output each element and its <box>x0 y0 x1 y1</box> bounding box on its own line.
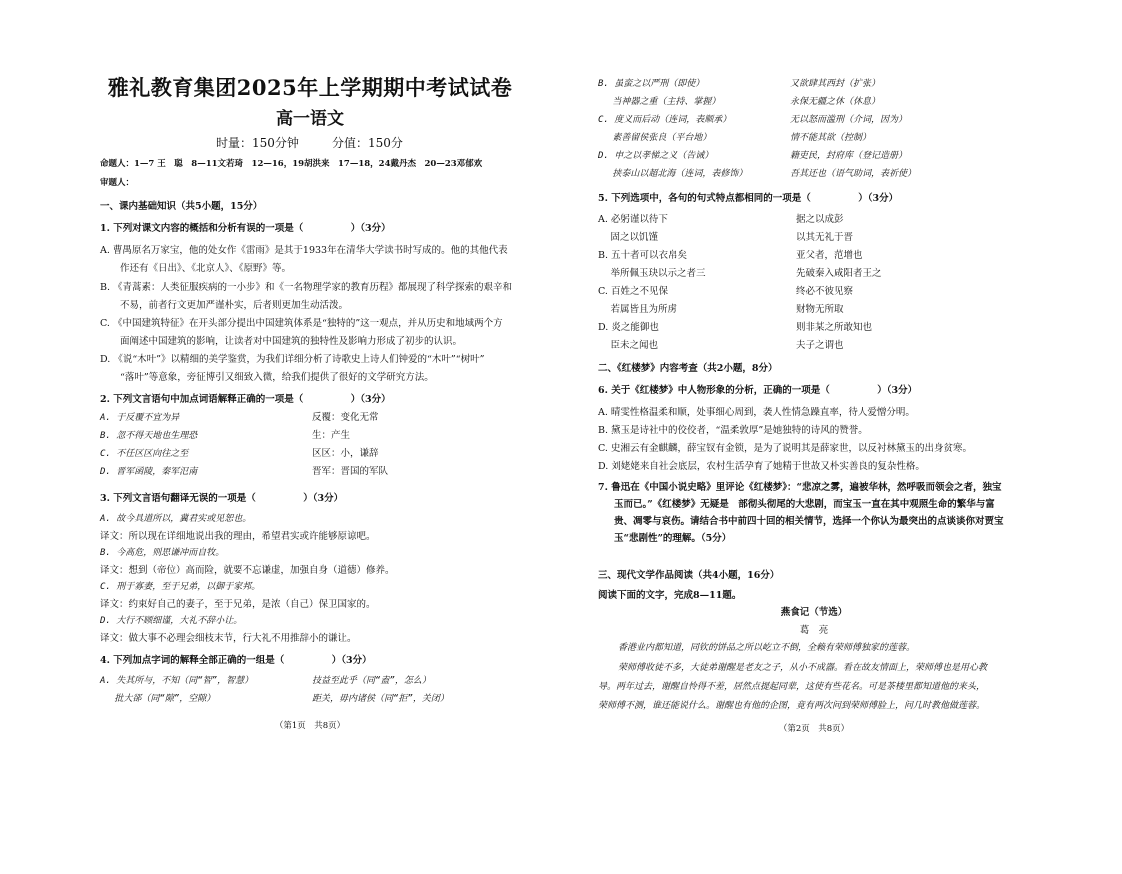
q5-option-c-1: C. 百姓之不见保 <box>598 286 668 297</box>
q5-stem: 5. 下列选项中，各句的句式特点都相同的一项是（ ）（3分） <box>598 193 899 204</box>
q5-option-d-2: 臣未之闻也 <box>598 340 659 351</box>
q2-option-d-meaning: 晋军：晋国的军队 <box>312 466 389 477</box>
q5-option-b-1-right: 亚父者，范增也 <box>796 250 863 261</box>
q3-option-d-translation: 译文：做大事不必理会细枝末节，行大礼不用推辞小的谦让。 <box>100 633 357 644</box>
q4-option-a-2: 批大郤（同“隙”，空隙） <box>100 694 216 704</box>
q4-option-a-1: A. 失其所与，不知（同“智”，智慧） <box>100 676 254 686</box>
q1-option-a: A. 曹禺原名万家宝，他的处女作《雷雨》是其于1933年在清华大学读书时写成的。他的其他代表 <box>100 245 508 256</box>
q4-option-b-1-right: 又欲肆其西封（扩张） <box>790 79 881 89</box>
q4-option-d-1: D. 申之以孝悌之义（告诫） <box>598 151 714 161</box>
essay-title: 燕食记（节选） <box>780 607 848 618</box>
section-1-heading: 一、课内基础知识（共5小题，15分） <box>100 201 263 212</box>
q3-option-b-translation: 译文：想到（帝位）高而险，就要不忘谦虚，加强自身（道德）修养。 <box>100 565 395 576</box>
q3-option-b: B. 今高危，则思谦冲而自牧。 <box>100 548 225 558</box>
q1-option-c-cont: 面阐述中国建筑的影响，让读者对中国建筑的独特性及影响力形成了初步的认识。 <box>120 336 463 347</box>
q2-option-a-meaning: 反覆：变化无常 <box>312 412 379 423</box>
essay-paragraph-2-line-2: 导。两年过去，谢醒自怜得不差，居然点提起同辈，这使有些花名。可是茶楼里都知道他的来头， <box>598 682 986 692</box>
essay-author: 葛 亮 <box>799 625 829 636</box>
q3-option-a: A. 故今具道所以，冀君实或见恕也。 <box>100 514 252 524</box>
q2-option-c: C. 不任区区向往之至 <box>100 449 189 459</box>
q3-option-c: C. 刑于寡妻，至于兄弟，以御于家邦。 <box>100 582 261 592</box>
q6-option-d: D. 刘姥姥来自社会底层，农村生活孕育了她精于世故又朴实善良的复杂性格。 <box>598 461 925 472</box>
q3-option-d: D. 大行不顾细谨，大礼不辞小让。 <box>100 616 243 626</box>
q2-option-c-meaning: 区区：小，谦辞 <box>312 448 379 459</box>
essay-paragraph-2-line-3: 荣师傅不测，谁还能说什么。谢醒也有他的企图，竟有两次问到荣师傅脸上，问几时教他做莲蓉。 <box>598 701 986 711</box>
q1-stem: 1. 下列对课文内容的概括和分析有误的一项是（ ）（3分） <box>100 223 391 234</box>
q4-option-a-2-right: 距关，毋内诸侯（同“拒”，关闭） <box>312 694 449 704</box>
exam-score: 分值：150分 <box>332 136 403 150</box>
q1-option-d: D. 《说“木叶”》以精细的美学鉴赏，为我们详细分析了诗歌史上诗人们钟爱的“木叶”“树叶” <box>100 354 485 365</box>
essay-paragraph-1: 香港业内都知道，同钦的饼品之所以屹立不倒，全赖有荣师傅独家的莲蓉。 <box>618 643 916 653</box>
exam-time: 时量：150分钟 <box>216 136 299 150</box>
q5-option-c-2-right: 财物无所取 <box>796 304 844 315</box>
q4-option-b-2: 当神器之重（主持、掌握） <box>598 97 721 107</box>
q4-option-a-1-right: 技益至此乎（同“盍”，怎么） <box>312 676 431 686</box>
q2-option-d: D. 晋军函陵，秦军氾南 <box>100 467 198 477</box>
reading-intro: 阅读下面的文字，完成8—11题。 <box>598 590 742 601</box>
q5-option-c-2: 若属皆且为所虏 <box>598 304 678 315</box>
q5-option-a-2: 固之以饥馑 <box>598 232 659 243</box>
q5-option-a-2-right: 以其无礼于晋 <box>796 232 854 243</box>
q5-option-d-1-right: 则非某之所敢知也 <box>796 322 873 333</box>
essay-paragraph-2-line-1: 荣师傅收徒不多，大徒弟谢醒是老友之子，从小不成器。看在故友情面上，荣师傅也是用心教 <box>618 663 988 673</box>
q3-stem: 3. 下列文言语句翻译无误的一项是（ ）（3分） <box>100 493 344 504</box>
q7-line-2: 玉而已。”《红楼梦》无疑是 部彻头彻尾的大悲剧，而宝玉一直在其中观照生命的繁华与富 <box>614 499 995 510</box>
q7-line-1: 7. 鲁迅在《中国小说史略》里评论《红楼梦》：“悲凉之雾，遍被华林，然呼吸而领会之者，独宝 <box>598 482 1002 493</box>
q1-option-a-cont: 作还有《日出》、《北京人》、《原野》等。 <box>120 263 292 274</box>
q1-option-d-cont: “落叶”等意象，旁征博引又细致入微，给我们提供了很好的文学研究方法。 <box>120 372 434 383</box>
q6-option-a: A. 晴雯性格温柔和顺，处事细心周到，袭人性情急躁直率，待人爱憎分明。 <box>598 407 915 418</box>
q5-option-b-2-right: 先破秦入咸阳者王之 <box>796 268 882 279</box>
q4-option-b-2-right: 永保无疆之休（休息） <box>790 97 881 107</box>
q4-option-d-2: 挟泰山以超北海（连词，表修饰） <box>598 169 748 179</box>
q4-stem: 4. 下列加点字词的解释全部正确的一组是（ ）（3分） <box>100 655 372 666</box>
page-number-left: （第1页 共8页） <box>274 721 346 731</box>
q5-option-b-1: B. 五十者可以衣帛矣 <box>598 250 688 261</box>
q1-option-b-cont: 不易，前者行文更加严谨朴实，后者则更加生动活泼。 <box>120 300 349 311</box>
q5-option-a-1: A. 必躬谨以待下 <box>598 214 668 225</box>
section-2-heading: 二、《红楼梦》内容考查（共2小题，8分） <box>598 363 778 374</box>
q5-option-a-1-right: 据之以成彭 <box>796 214 844 225</box>
q4-option-d-1-right: 籍吏民，封府库（登记造册） <box>790 151 908 161</box>
q7-line-3: 贵、凋零与哀伤。请结合书中前四十回的相关情节，选择一个你认为最突出的点谈谈你对贾宝 <box>614 516 1004 527</box>
q4-option-c-1-right: 无以怒而滥刑（介词，因为） <box>790 115 908 125</box>
q1-option-b: B. 《青蒿素：人类征服疾病的一小步》和《一名物理学家的教育历程》都展现了科学探索的艰辛和 <box>100 282 513 293</box>
q4-option-b-1: B. 虽蛮之以严刑（即使） <box>598 79 705 89</box>
q4-option-c-2: 素善留侯张良（平台地） <box>598 133 712 143</box>
q6-stem: 6. 关于《红楼梦》中人物形象的分析，正确的一项是（ ）（3分） <box>598 385 918 396</box>
q1-option-c: C. 《中国建筑特征》在开头部分提出中国建筑体系是“独特的”这一观点，并从历史和地域两个方 <box>100 318 503 329</box>
page-number-right: （第2页 共8页） <box>778 724 850 734</box>
q7-line-4: 玉“悲剧性”的理解。（5分） <box>614 533 732 544</box>
section-3-heading: 三、现代文学作品阅读（共4小题，16分） <box>598 570 780 581</box>
q2-option-b: B. 忽不得天地也生理恐 <box>100 431 198 441</box>
q6-option-c: C. 史湘云有金麒麟，薛宝钗有金锁，是为了说明其是薛家世，以反衬林黛玉的出身贫寒。 <box>598 443 972 454</box>
q4-option-d-2-right: 吾其还也（语气助词，表祈使） <box>790 169 917 179</box>
q2-option-a: A. 于反覆不宜为异 <box>100 413 180 423</box>
q2-option-b-meaning: 生：产生 <box>312 430 351 441</box>
q5-option-d-2-right: 夫子之谓也 <box>796 340 844 351</box>
exam-proposers: 命题人：1—7 王 聪 8—11文若琦 12—16，19胡洪来 17—18，24戴丹杰 20—23邓郁欢 <box>100 159 483 169</box>
q6-option-b: B. 黛玉是诗社中的佼佼者，“温柔敦厚”是她独特的诗风的赞誉。 <box>598 425 868 436</box>
exam-reviewer: 审题人： <box>100 178 135 188</box>
exam-subtitle: 高一语文 <box>276 109 344 129</box>
q4-option-c-1: C. 度义而后动（连词，表顺承） <box>598 115 732 125</box>
q3-option-a-translation: 译文：所以现在详细地说出我的理由，希望君实或许能够原谅吧。 <box>100 531 376 542</box>
q4-option-c-2-right: 情不能其欲（控制） <box>790 133 872 143</box>
q5-option-b-2: 举所佩玉玦以示之者三 <box>598 268 706 279</box>
q5-option-c-1-right: 终必不彼见察 <box>796 286 854 297</box>
q2-stem: 2. 下列文言语句中加点词语解释正确的一项是（ ）（3分） <box>100 394 391 405</box>
q5-option-d-1: D. 炎之能御也 <box>598 322 659 333</box>
q3-option-c-translation: 译文：约束好自己的妻子，至于兄弟，是浓（自己）保卫国家的。 <box>100 599 376 610</box>
exam-title: 雅礼教育集团2025年上学期期中考试试卷 <box>107 75 513 100</box>
